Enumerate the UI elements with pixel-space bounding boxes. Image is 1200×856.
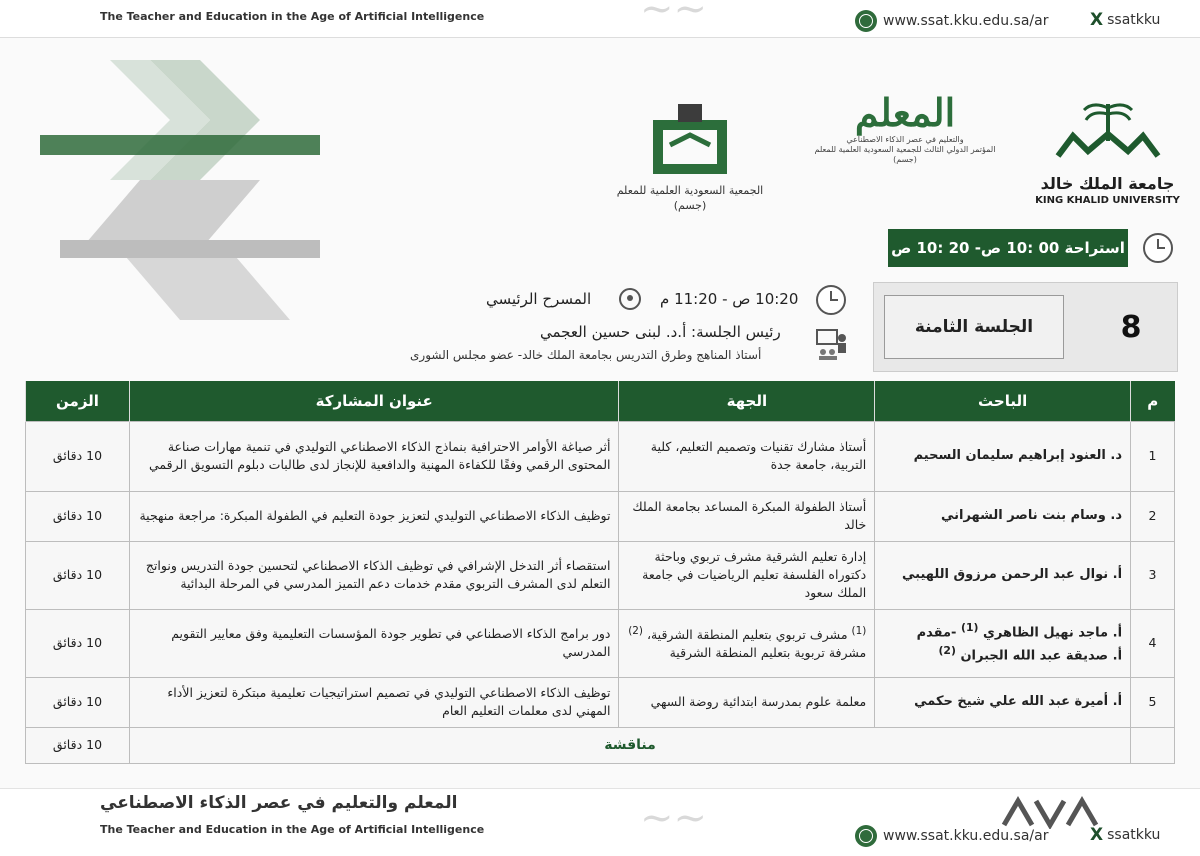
row-num: 2 <box>1131 491 1175 541</box>
table-row <box>26 491 1175 541</box>
entity-line-1: مشرف تربوي بتعليم المنطقة الشرقية، <box>642 626 852 642</box>
row-entity: إدارة تعليم الشرقية مشرف تربوي وباحثة دكتوراه الفلسفة تعليم الرياضيات في جامعة الملك سعود <box>619 541 875 609</box>
break-clock-icon <box>1143 233 1173 263</box>
session-chair-affiliation: أستاذ المناهج وطرق التدريس بجامعة الملك خالد- عضو مجلس الشورى <box>410 348 762 362</box>
footer-emblem-icon <box>1000 795 1100 829</box>
top-banner-title-en: The Teacher and Education in the Age of Artificial Intelligence <box>100 10 485 23</box>
row-num: 5 <box>1131 677 1175 727</box>
row-time: 10 دقائق <box>26 421 130 491</box>
session-chair: رئيس الجلسة: أ.د. لبنى حسين العجمي <box>540 323 781 341</box>
conference-logo-subtitle: والتعليم في عصر الذكاء الاصطناعي <box>846 135 964 144</box>
x-logo-icon: X <box>1090 825 1104 845</box>
session-box <box>873 282 1178 372</box>
row-num: 3 <box>1131 541 1175 609</box>
globe-icon <box>855 825 877 847</box>
bottom-banner <box>0 788 1200 856</box>
decorative-arrows <box>0 40 330 350</box>
bottom-banner-title-ar: المعلم والتعليم في عصر الذكاء الاصطناعي <box>100 793 458 813</box>
table-row <box>26 541 1175 609</box>
session-number: 8 <box>1120 309 1142 345</box>
kku-palm-emblem-icon <box>1048 96 1168 166</box>
header-researcher: الباحث <box>875 381 1131 421</box>
session-time: 10:20 ص - 11:20 م <box>660 290 799 308</box>
table-row <box>26 609 1175 677</box>
watermark-logo: ~~ <box>640 795 708 841</box>
researcher-name-1: أ. ماجد نهيل الظاهري <box>982 625 1123 641</box>
top-website-url: www.ssat.kku.edu.sa/ar <box>883 13 1049 29</box>
top-social-handle: ssatkku <box>1107 12 1161 28</box>
row-title: توظيف الذكاء الاصطناعي التوليدي لتعزيز جودة التعليم في الطفولة المبكرة: مراجعة منهجية <box>129 491 619 541</box>
table-row <box>26 421 1175 491</box>
discussion-time: 10 دقائق <box>26 727 130 763</box>
row-researcher: أ. نوال عبد الرحمن مرزوق اللهيبي <box>875 541 1131 609</box>
row-time: 10 دقائق <box>26 677 130 727</box>
kku-logo <box>1035 96 1180 211</box>
header-time: الزمن <box>26 381 130 421</box>
presenter-icon <box>815 328 849 362</box>
researcher-sup-2: (2) <box>938 644 956 657</box>
bottom-website-link[interactable] <box>855 825 1048 847</box>
row-time: 10 دقائق <box>26 541 130 609</box>
row-entity: معلمة علوم بمدرسة ابتدائية روضة السهي <box>619 677 875 727</box>
row-researcher: د. وسام بنت ناصر الشهراني <box>875 491 1131 541</box>
top-website-link[interactable] <box>855 10 1048 32</box>
row-researcher <box>875 609 1131 677</box>
conference-logo-title: المعلم <box>854 90 956 135</box>
watermark-logo: ~~ <box>640 0 708 32</box>
discussion-row <box>26 727 1175 763</box>
jsm-logo <box>600 100 780 214</box>
jsm-caption-abbr: (جسم) <box>673 198 707 212</box>
row-researcher: أ. أميرة عبد الله علي شيخ حكمي <box>875 677 1131 727</box>
conference-logo <box>810 90 1000 215</box>
x-logo-icon: X <box>1090 10 1104 30</box>
row-num: 4 <box>1131 609 1175 677</box>
bottom-website-url: www.ssat.kku.edu.sa/ar <box>883 828 1049 844</box>
schedule-table <box>25 381 1175 764</box>
location-pin-icon <box>619 288 641 310</box>
globe-icon <box>855 10 877 32</box>
entity-line-2: مشرفة تربوية بتعليم المنطقة الشرقية <box>669 645 867 661</box>
researcher-role-1: -مقدم <box>916 625 961 641</box>
jsm-caption: الجمعية السعودية العلمية للمعلم <box>616 184 764 197</box>
researcher-name-2: أ. صديقة عبد الله الجبران <box>960 648 1123 664</box>
bottom-social-link[interactable] <box>1090 825 1160 845</box>
break-banner: استراحة 00 :10 ص- 20 :10 ص <box>888 229 1128 267</box>
row-entity: أستاذ مشارك تقنيات وتصميم التعليم، كلية التربية، جامعة جدة <box>619 421 875 491</box>
row-time: 10 دقائق <box>26 609 130 677</box>
table-header-row <box>26 381 1175 421</box>
entity-sup-2: (2) <box>628 624 643 637</box>
session-place: المسرح الرئيسي <box>486 290 592 308</box>
entity-sup-1: (1) <box>851 624 867 637</box>
row-title: دور برامج الذكاء الاصطناعي في تطوير جودة المؤسسات التعليمية وفق معايير التقويم المدرسي <box>129 609 619 677</box>
top-social-link[interactable] <box>1090 10 1160 30</box>
session-clock-icon <box>816 285 846 315</box>
row-title: توظيف الذكاء الاصطناعي التوليدي في تصميم استراتيجيات تعليمية مبتكرة لتعزيز الأداء المهني لدى معلمات التعليم العام <box>129 677 619 727</box>
header-num: م <box>1131 381 1175 421</box>
jsm-emblem-icon <box>645 100 735 180</box>
row-title: استقصاء أثر التدخل الإشرافي في توظيف الذكاء الاصطناعي لتحسين جودة التدريس ونواتج التعلم لدى المشرف التربوي مقدم خدمات دعم التميز المدرسي في المرحلة البدائية <box>129 541 619 609</box>
row-researcher: د. العنود إبراهيم سليمان السحيم <box>875 421 1131 491</box>
row-entity <box>619 609 875 677</box>
discussion-num <box>1131 727 1175 763</box>
discussion-label: مناقشة <box>129 727 1130 763</box>
session-name: الجلسة الثامنة <box>884 295 1064 359</box>
conference-logo-subtitle-2: المؤتمر الدولي الثالث للجمعية السعودية العلمية للمعلم (جسم) <box>814 145 996 164</box>
row-entity: أستاذ الطفولة المبكرة المساعد بجامعة الملك خالد <box>619 491 875 541</box>
researcher-sup-1: (1) <box>960 620 979 634</box>
kku-name-ar: جامعة الملك خالد <box>1040 174 1175 193</box>
row-num: 1 <box>1131 421 1175 491</box>
table-row <box>26 677 1175 727</box>
row-time: 10 دقائق <box>26 491 130 541</box>
top-banner <box>0 0 1200 38</box>
header-title: عنوان المشاركة <box>129 381 619 421</box>
row-title: أثر صياغة الأوامر الاحترافية بنماذج الذكاء الاصطناعي التوليدي في تنمية مهارات صناعة المحتوى الرقمي وفقًا للكفاءة المهنية والدافعية للإنجاز لدى طالبات دبلوم التسويق الرقمي <box>129 421 619 491</box>
bottom-banner-title-en: The Teacher and Education in the Age of Artificial Intelligence <box>100 823 485 836</box>
kku-name-en: KING KHALID UNIVERSITY <box>1035 195 1180 206</box>
bottom-social-handle: ssatkku <box>1107 827 1161 843</box>
header-entity: الجهة <box>619 381 875 421</box>
